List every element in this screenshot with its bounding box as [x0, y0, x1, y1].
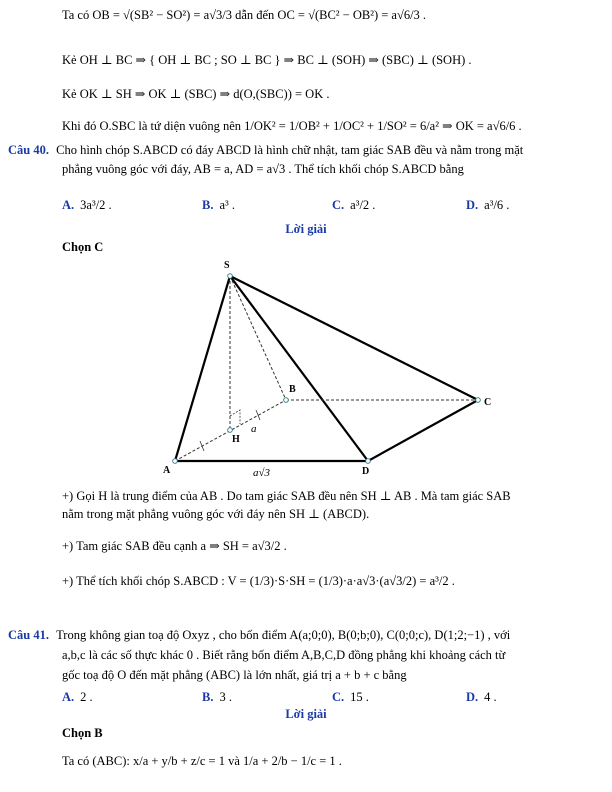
- option-value: 15 .: [350, 690, 369, 704]
- solution-step-1a: [62, 488, 511, 504]
- edge-sc: [230, 276, 478, 400]
- edge-sa: [175, 276, 230, 461]
- question-text: a,b,c là các số thực khác 0 . Biết rằng bốn điểm A,B,C,D đồng phẳng khi khoảng cách từ: [62, 648, 506, 662]
- tick-mark: [200, 441, 204, 451]
- math-text: +) Gọi H là trung điểm của AB . Do tam giác SAB đều nên SH ⊥ AB . Mà tam giác SAB: [62, 489, 511, 503]
- option-b[interactable]: [202, 690, 232, 705]
- option-a[interactable]: [62, 690, 93, 705]
- edge-dc: [368, 400, 478, 461]
- option-value: a³/6 .: [484, 198, 510, 212]
- answer-choice: Chọn C: [62, 240, 104, 254]
- option-label: B.: [202, 690, 214, 704]
- option-label: C.: [332, 198, 345, 212]
- option-value: a³ .: [219, 198, 236, 212]
- question-text: Trong không gian toạ độ Oxyz , cho bốn điểm A(a;0;0), B(0;b;0), C(0;0;c), D(1;2;−1) , với: [56, 628, 511, 642]
- solution-line-4: [62, 118, 522, 134]
- answer-choice: Chọn B: [62, 726, 103, 740]
- math-text: Kẻ OK ⊥ SH ⇒ OK ⊥ (SBC) ⇒ d(O,(SBC)) = OK .: [62, 87, 330, 101]
- option-label: A.: [62, 198, 75, 212]
- option-a[interactable]: [62, 198, 112, 213]
- label-a: A: [163, 465, 171, 476]
- question-number: Câu 41.: [8, 628, 49, 642]
- option-label: D.: [466, 690, 479, 704]
- option-c[interactable]: [332, 690, 369, 705]
- solution-line-1: [62, 8, 426, 23]
- question-text: Cho hình chóp S.ABCD có đáy ABCD là hình chữ nhật, tam giác SAB đều và nằm trong mặt: [56, 143, 524, 157]
- question-number: Câu 40.: [8, 143, 49, 157]
- vertex-d: [366, 459, 371, 464]
- option-label: D.: [466, 198, 479, 212]
- vertex-s: [228, 274, 233, 279]
- question-41-line-1: [8, 628, 510, 643]
- option-label: B.: [202, 198, 214, 212]
- option-d[interactable]: [466, 690, 497, 705]
- label-b: B: [289, 384, 296, 395]
- math-text: +) Tam giác SAB đều cạnh a ⇒ SH = a√3/2 .: [62, 539, 287, 553]
- question-text: phẳng vuông góc với đáy, AB = a, AD = a√3 . Thể tích khối chóp S.ABCD bằng: [62, 162, 464, 176]
- option-value: 2 .: [80, 690, 93, 704]
- math-text: +) Thể tích khối chóp S.ABCD : V = (1/3)·S·SH = (1/3)·a·a√3·(a√3/2) = a³/2 .: [62, 574, 455, 588]
- vertex-h: [228, 428, 233, 433]
- option-c[interactable]: [332, 198, 375, 213]
- question-40-line-1: [8, 143, 523, 158]
- question-41-line-2: [62, 648, 505, 663]
- option-label: A.: [62, 690, 75, 704]
- pyramid-figure: [0, 252, 612, 482]
- label-d: D: [362, 466, 370, 477]
- question-text: gốc toạ độ O đến mặt phẳng (ABC) là lớn nhất, giá trị a + b + c bằng: [62, 668, 407, 682]
- question-41-line-3: [62, 668, 407, 683]
- solution-step-1: [62, 754, 342, 769]
- math-text: Khi đó O.SBC là tứ diện vuông nên 1/OK² = 1/OB² + 1/OC² + 1/SO² = 6/a² ⇒ OK = a√6/6 .: [62, 119, 522, 133]
- math-text: Ta có OB = √(SB² − SO²) = a√3/3 dẫn đến OC = √(BC² − OB²) = a√6/3 .: [62, 8, 427, 22]
- option-value: 4 .: [484, 690, 497, 704]
- label-side-a: a: [251, 423, 257, 435]
- solution-line-2: [62, 52, 472, 68]
- math-text: Kẻ OH ⊥ BC ⇒ { OH ⊥ BC ; SO ⊥ BC } ⇒ BC ⊥ (SOH) ⇒ (SBC) ⊥ (SOH) .: [62, 53, 472, 67]
- solution-step-1b: [62, 506, 369, 522]
- option-label: C.: [332, 690, 345, 704]
- math-text: Ta có (ABC): x/a + y/b + z/c = 1 và 1/a + 2/b − 1/c = 1 .: [62, 754, 342, 768]
- label-side-ad: a√3: [253, 467, 271, 479]
- solution-line-3: [62, 86, 329, 102]
- label-c: C: [484, 397, 492, 408]
- question-40-line-2: [62, 162, 464, 177]
- option-b[interactable]: [202, 198, 235, 213]
- right-angle-mark: [230, 410, 240, 424]
- vertex-b: [284, 398, 289, 403]
- solution-step-2: [62, 538, 287, 554]
- vertex-c: [476, 398, 481, 403]
- label-h: H: [232, 434, 240, 445]
- option-d[interactable]: [466, 198, 509, 213]
- solution-title: Lời giải: [285, 707, 327, 721]
- label-s: S: [224, 260, 230, 271]
- solution-step-3: [62, 574, 455, 589]
- solution-title: Lời giải: [285, 222, 327, 236]
- vertex-a: [173, 459, 178, 464]
- option-value: a³/2 .: [350, 198, 376, 212]
- option-value: 3a³/2 .: [80, 198, 112, 212]
- option-value: 3 .: [219, 690, 232, 704]
- math-text: nằm trong mặt phẳng vuông góc với đáy nên SH ⊥ (ABCD).: [62, 507, 370, 521]
